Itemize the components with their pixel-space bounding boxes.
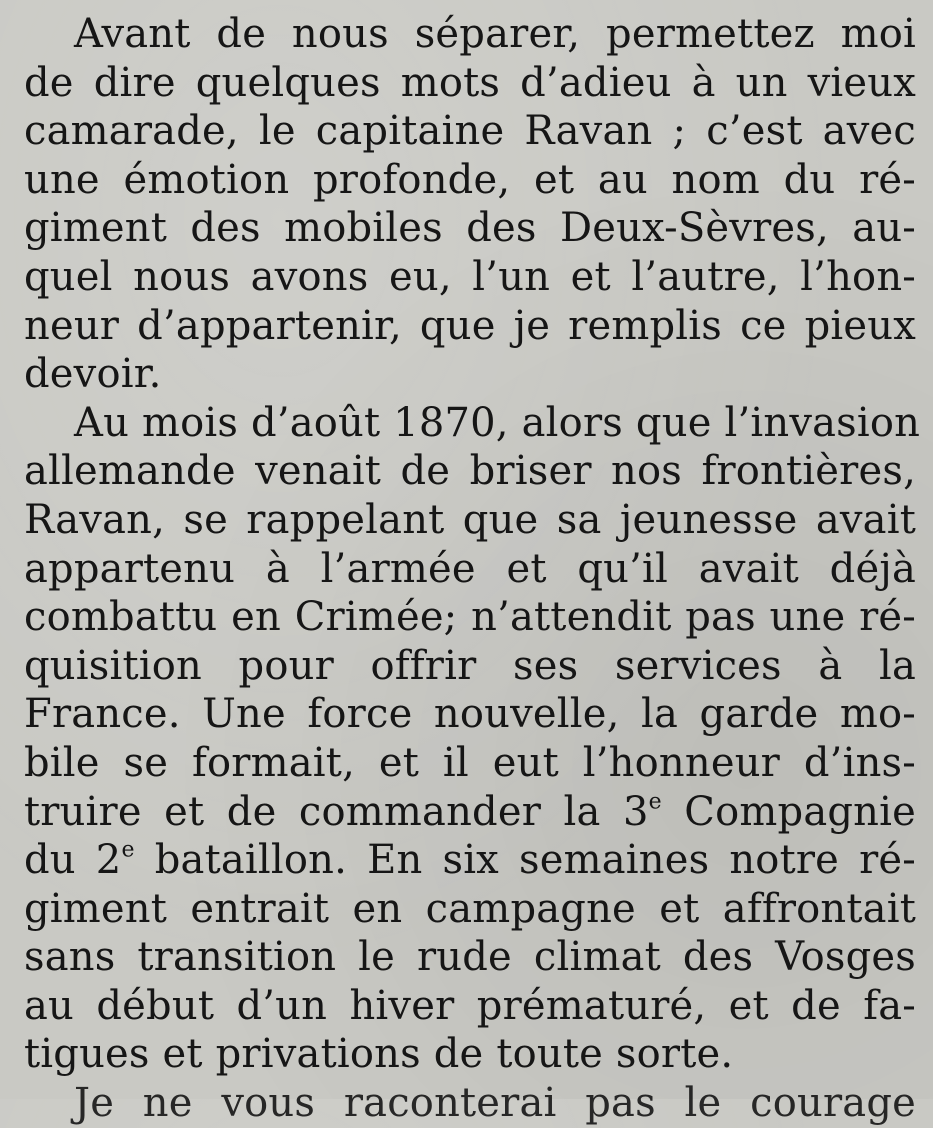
- text-line: [24, 788, 916, 837]
- ordinal-superscript: e: [648, 789, 662, 814]
- text-line: de dire quelques mots d’adieu à un vieux: [24, 59, 916, 106]
- text-line-partial: Je ne vous raconterai pas le courage: [74, 1080, 916, 1127]
- text-segment: bataillon. En six semaines notre ré-: [134, 837, 916, 884]
- text-line: neur d’appartenir, que je remplis ce pieux: [24, 302, 916, 349]
- paragraph-3: [24, 1079, 916, 1127]
- text-segment: Compagnie: [661, 788, 917, 835]
- text-line: [24, 836, 916, 885]
- text-line: Au mois d’août 1870, alors que l’invasion: [74, 399, 921, 446]
- text-line: quel nous avons eu, l’un et l’autre, l’hon-: [24, 253, 916, 300]
- text-line: France. Une force nouvelle, la garde mo-: [24, 691, 916, 738]
- text-line: giment entrait en campagne et affrontait: [24, 885, 916, 932]
- text-line: Ravan, se rappelant que sa jeunesse avait: [24, 496, 916, 543]
- text-segment: du 2: [24, 837, 122, 884]
- text-line: combattu en Crimée; n’attendit pas une ré-: [24, 594, 916, 641]
- text-line: quisition pour offrir ses services à la: [24, 642, 916, 689]
- text-line: allemande venait de briser nos frontières,: [24, 448, 916, 495]
- text-line: giment des mobiles des Deux-Sèvres, au-: [24, 205, 916, 252]
- text-segment: truire et de commander la 3: [24, 788, 649, 835]
- text-line: au début d’un hiver prématuré, et de fa-: [24, 982, 916, 1029]
- paragraph-2: [24, 399, 921, 1079]
- text-line: bile se formait, et il eut l’honneur d’ins-: [24, 739, 916, 786]
- text-line: camarade, le capitaine Ravan ; c’est avec: [24, 108, 916, 155]
- text-line: appartenu à l’armée et qu’il avait déjà: [24, 545, 916, 592]
- text-line: Avant de nous séparer, permettez moi: [74, 11, 916, 57]
- text-line: sans transition le rude climat des Vosges: [24, 934, 916, 981]
- paragraph-1: [24, 10, 916, 399]
- text-line: devoir.: [24, 351, 162, 398]
- article-column: [24, 10, 921, 1127]
- ordinal-superscript: e: [121, 837, 135, 863]
- text-line: tigues et privations de toute sorte.: [24, 1031, 734, 1078]
- text-line: une émotion profonde, et au nom du ré-: [24, 156, 916, 203]
